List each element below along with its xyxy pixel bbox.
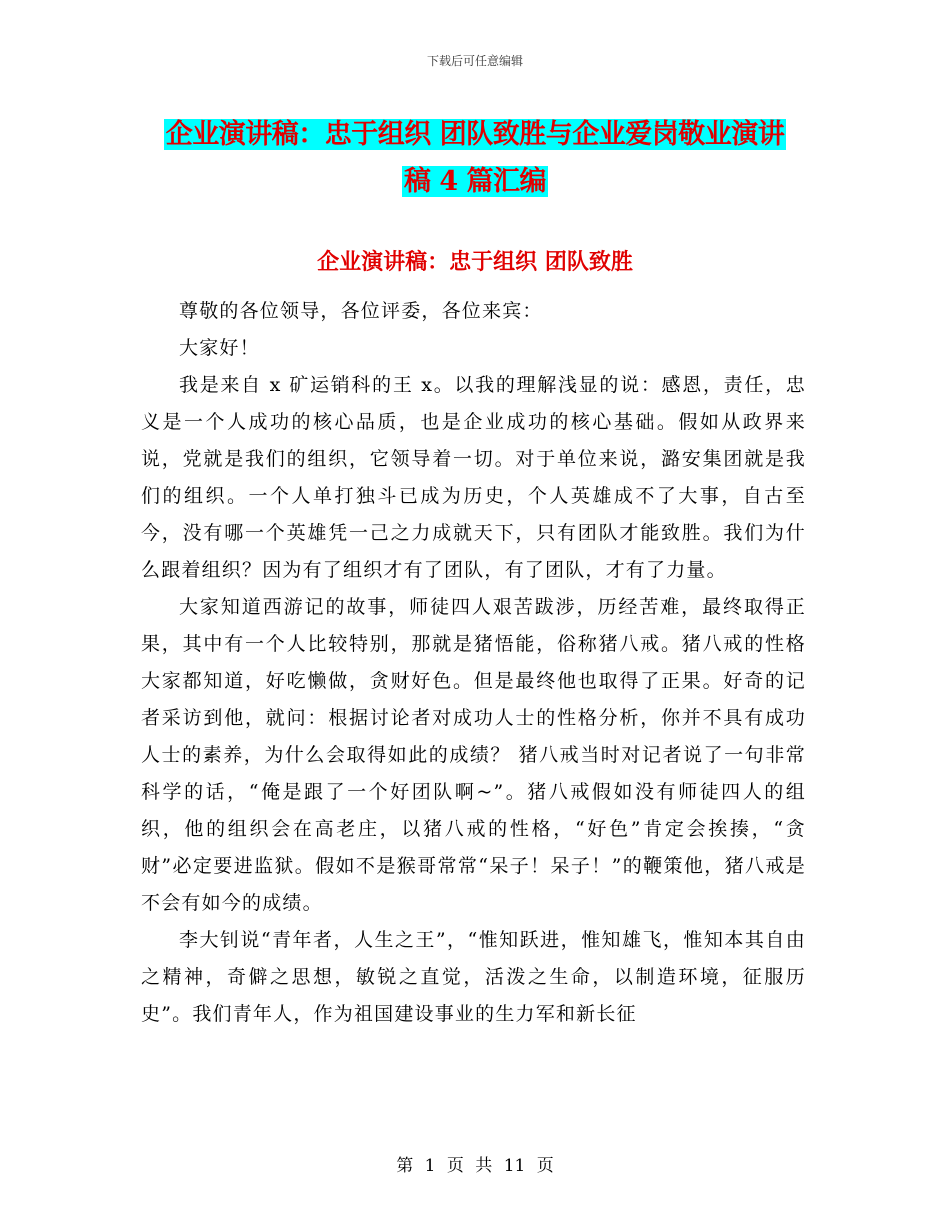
body-paragraph: 我是来自 x 矿运销科的王 x。以我的理解浅显的说：感恩，责任，忠义是一个人成功的核心品质，也是企业成功的核心基础。假如从政界来说，党就是我们的组织，它领导着一切。对于单位来说，潞安集团就是我们的组织。一个人单打独斗已成为历史，个人英雄成不了大事，自古至今，没有哪一个英雄凭一己之力成就天下，只有团队才能致胜。我们为什么跟着组织？因为有了组织才有了团队，有了团队，才有了力量。 — [141, 374, 806, 581]
document-title-line-1: 企业演讲稿：忠于组织 团队致胜与企业爱岗敬业演讲 — [165, 119, 785, 150]
page-header-note: 下载后可任意编辑 — [426, 54, 523, 68]
page-number-footer: 第 1 页 共 11 页 — [396, 1156, 554, 1176]
greeting-paragraph: 大家好！ — [179, 337, 260, 359]
document-body — [141, 293, 806, 1033]
document-title — [0, 111, 950, 205]
salutation-paragraph: 尊敬的各位领导，各位评委，各位来宾： — [179, 300, 543, 322]
document-title-line-2: 稿 4 篇汇编 — [403, 166, 547, 197]
body-paragraph: 李大钊说“青年者，人生之王”，“惟知跃进，惟知雄飞，惟知本其自由之精神，奇僻之思想，敏锐之直觉，活泼之生命，以制造环境，征服历史”。我们青年人，作为祖国建设事业的生力军和新长征 — [141, 929, 806, 1025]
section-heading: 企业演讲稿：忠于组织 团队致胜 — [317, 249, 633, 275]
body-paragraph: 大家知道西游记的故事，师徒四人艰苦跋涉，历经苦难，最终取得正果，其中有一个人比较特别，那就是猪悟能，俗称猪八戒。猪八戒的性格大家都知道，好吃懒做，贪财好色。但是最终他也取得了正果。好奇的记者采访到他，就问：根据讨论者对成功人士的性格分析，你并不具有成功人士的素养，为什么会取得如此的成绩？ 猪八戒当时对记者说了一句非常科学的话，“俺是跟了一个好团队啊~”。猪八戒假如没有师徒四人的组织，他的组织会在高老庄，以猪八戒的性格，“好色”肯定会挨揍，“贪财”必定要进监狱。假如不是猴哥常常“呆子！呆子！”的鞭策他，猪八戒是不会有如今的成绩。 — [141, 596, 806, 914]
